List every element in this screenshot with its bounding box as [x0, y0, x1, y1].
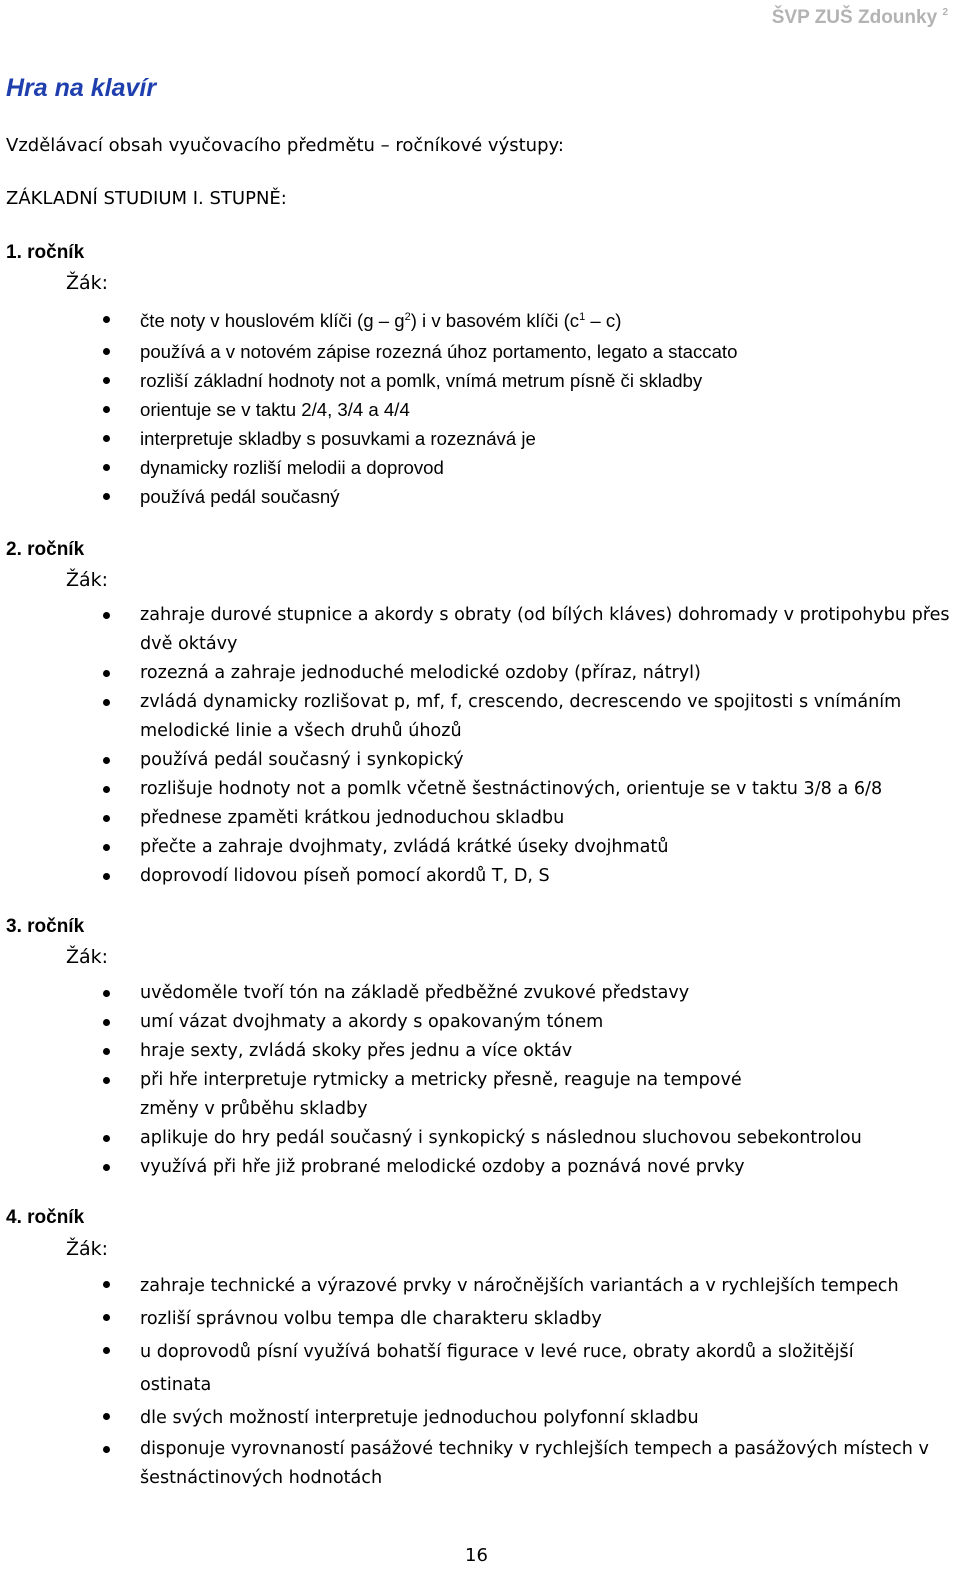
grade-2-heading: 2. ročník	[6, 539, 85, 560]
list-item: přednese zpaměti krátkou jednoduchou skladbu	[100, 804, 952, 833]
grade-1-heading: 1. ročník	[6, 242, 85, 263]
list-item: doprovodí lidovou píseň pomocí akordů T, D, S	[100, 862, 952, 891]
list-item: dynamicky rozliší melodii a doprovod	[100, 453, 952, 482]
page-number: 16	[465, 1545, 488, 1566]
list-item: zahraje durové stupnice a akordy s obraty (od bílých kláves) dohromady v protipohybu přes dvě oktávy	[100, 601, 952, 659]
list-item: interpretuje skladby s posuvkami a rozeznává je	[100, 424, 952, 453]
section-heading: ZÁKLADNÍ STUDIUM I. STUPNĚ:	[6, 188, 287, 209]
intro-text: Vzdělávací obsah vyučovacího předmětu – ročníkové výstupy:	[6, 135, 564, 156]
grade-3-heading: 3. ročník	[6, 916, 85, 937]
list-item: hraje sexty, zvládá skoky přes jednu a více oktáv	[100, 1037, 952, 1066]
header-title: ŠVP ZUŠ Zdounky	[771, 7, 938, 28]
list-item: využívá při hře již probrané melodické ozdoby a poznává nové prvky	[100, 1153, 952, 1182]
list-item: při hře interpretuje rytmicky a metricky přesně, reaguje na tempové změny v průběhu skladby	[100, 1066, 952, 1124]
list-item: aplikuje do hry pedál současný i synkopický s následnou sluchovou sebekontrolou	[100, 1124, 952, 1153]
list-item: uvědoměle tvoří tón na základě předběžné zvukové představy	[100, 979, 952, 1008]
list-item: rozliší správnou volbu tempa dle charakteru skladby	[100, 1303, 952, 1336]
list-item: přečte a zahraje dvojhmaty, zvládá krátké úseky dvojhmatů	[100, 833, 952, 862]
list-item: používá a v notovém zápise rozezná úhoz portamento, legato a staccato	[100, 337, 952, 366]
header-superscript: 2	[942, 7, 948, 18]
grade-3-list	[100, 979, 952, 1182]
list-item: orientuje se v taktu 2/4, 3/4 a 4/4	[100, 395, 952, 424]
list-item: zahraje technické a výrazové prvky v náročnějších variantách a v rychlejších tempech	[100, 1270, 952, 1303]
list-item: umí vázat dvojhmaty a akordy s opakovaným tónem	[100, 1008, 952, 1037]
grade-1-student-label: Žák:	[66, 272, 109, 294]
list-item: čte noty v houslovém klíči $(g - g^2)$ i v basovém klíči $(c^1 - c)$	[100, 305, 952, 337]
list-item: zvládá dynamicky rozlišovat p, mf, f, crescendo, decrescendo ve spojitosti s vnímáním melodické linie a všech druhů úhozů	[100, 688, 952, 746]
list-item: u doprovodů písní využívá bohatší figurace v levé ruce, obraty akordů a složitější ostinata	[100, 1336, 952, 1402]
list-item: používá pedál současný i synkopický	[100, 746, 952, 775]
list-item: rozliší základní hodnoty not a pomlk, vnímá metrum písně či skladby	[100, 366, 952, 395]
page-title: Hra na klavír	[6, 74, 157, 102]
grade-4-heading: 4. ročník	[6, 1207, 85, 1228]
grade-4-student-label: Žák:	[66, 1238, 109, 1260]
grade-1-list	[100, 305, 952, 511]
grade-2-list	[100, 601, 952, 891]
list-item: disponuje vyrovnaností pasážové techniky v rychlejších tempech a pasážových místech v šestnáctinových hodnotách	[100, 1435, 952, 1493]
grade-3-student-label: Žák:	[66, 946, 109, 968]
list-item: dle svých možností interpretuje jednoduchou polyfonní skladbu	[100, 1402, 952, 1435]
list-item: rozezná a zahraje jednoduché melodické ozdoby (příraz, nátryl)	[100, 659, 952, 688]
list-item: rozlišuje hodnoty not a pomlk včetně šestnáctinových, orientuje se v taktu 3/8 a 6/8	[100, 775, 952, 804]
grade-4-list	[100, 1270, 952, 1493]
list-item: používá pedál současný	[100, 482, 952, 511]
grade-2-student-label: Žák:	[66, 569, 109, 591]
document-header	[772, 0, 948, 31]
